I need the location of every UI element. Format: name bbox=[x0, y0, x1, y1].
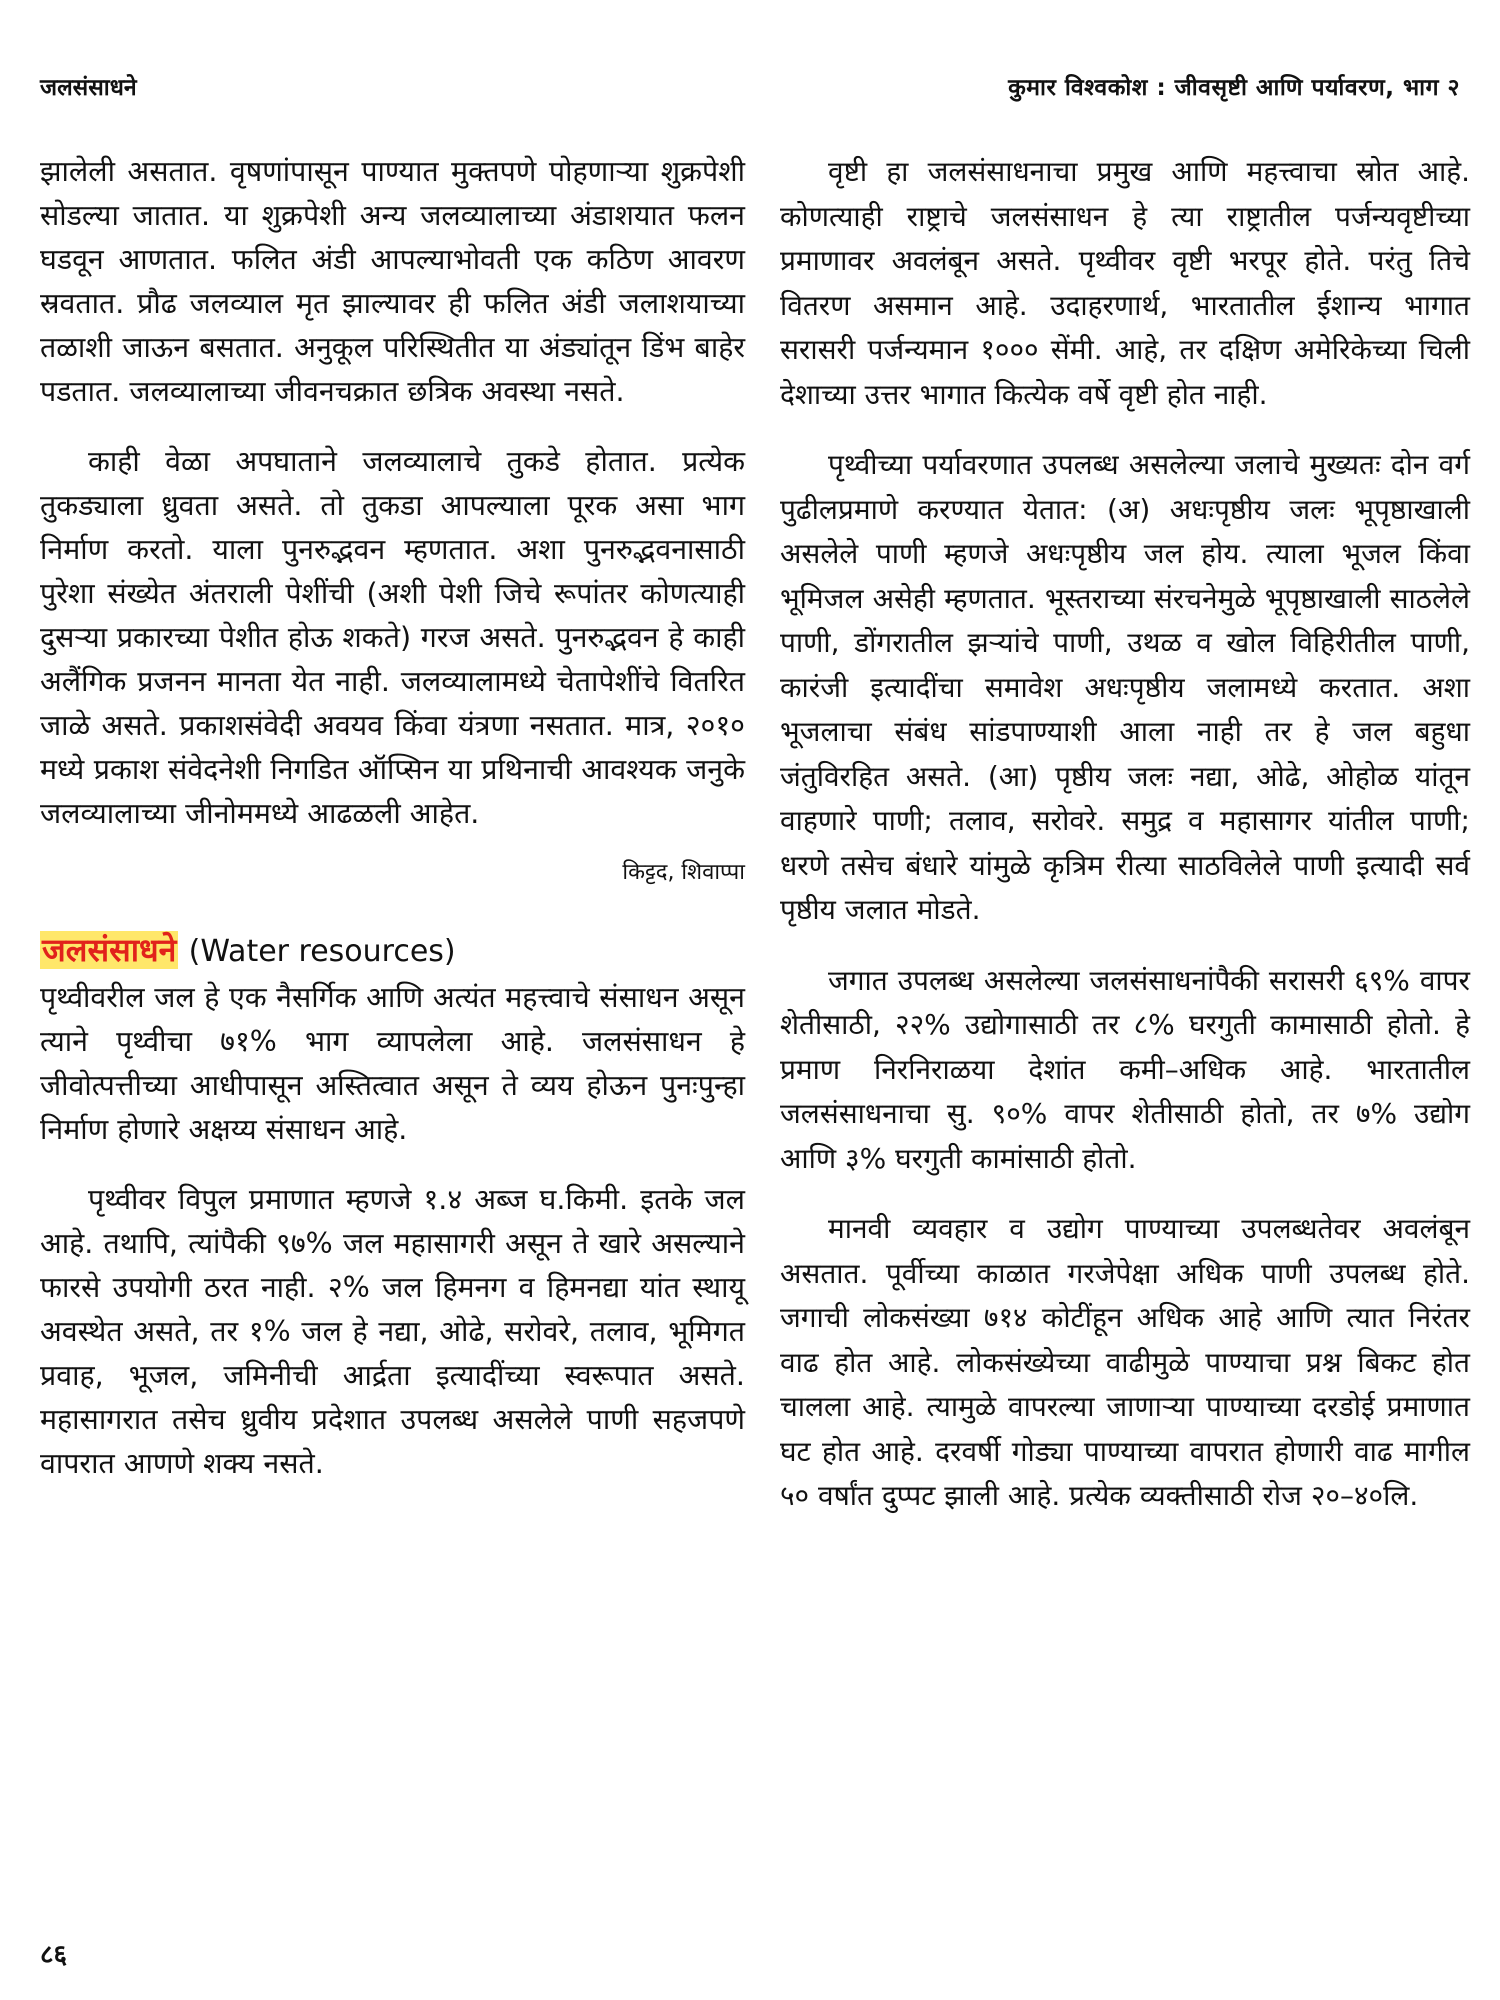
paragraph-water-classes: पृथ्वीच्या पर्यावरणात उपलब्ध असलेल्या जलाचे मुख्यतः दोन वर्ग पुढीलप्रमाणे करण्यात येतात: (अ) अधःपृष्ठीय जलः भूपृष्ठाखाली असलेले पाणी म्हणजे अधःपृष्ठीय जल होय. त्याला भूजल किंवा भूमिजल असेही म्हणतात. भूस्तराच्या संरचनेमुळे भूपृष्ठाखाली साठलेले पाणी, डोंगरातील झऱ्यांचे पाणी, उथळ व खोल विहिरीतील पाणी, कारंजी इत्यादींचा समावेश अधःपृष्ठीय जलामध्ये करतात. अशा भूजलाचा संबंध सांडपाण्याशी आला नाही तर हे जल बहुधा जंतुविरहित असते. (आ) पृष्ठीय जलः नद्या, ओढे, ओहोळ यांतून वाहणारे पाणी; तलाव, सरोवरे. समुद्र व महासागर यांतील पाणी; धरणे तसेच बंधारे यांमुळे कृत्रिम रीत्या साठविलेले पाणी इत्यादी सर्व पृष्ठीय जलात मोडते. bbox=[780, 448, 1470, 926]
paragraph-regeneration: काही वेळा अपघाताने जलव्यालाचे तुकडे होतात. प्रत्येक तुकड्याला ध्रुवता असते. तो तुकडा आपल्याला पूरक असा भाग निर्माण करतो. याला पुनरुद्भवन म्हणतात. अशा पुनरुद्भवनासाठी पुरेशा संख्येत अंतराली पेशींची (अशी पेशी जिचे रूपांतर कोणत्याही दुसऱ्या प्रकारच्या पेशीत होऊ शकते) गरज असते. पुनरुद्भवन हे काही अलैंगिक प्रजनन मानता येत नाही. जलव्यालामध्ये चेतापेशींचे वितरित जाळे असते. प्रकाशसंवेदी अवयव किंवा यंत्रणा नसतात. मात्र, २०१० मध्ये प्रकाश संवेदनेशी निगडित ऑप्सिन या प्रथिनाची आवश्यक जनुके जलव्यालाच्या जीनोममध्ये आढळली आहेत. bbox=[40, 445, 745, 830]
paragraph-intro: पृथ्वीवरील जल हे एक नैसर्गिक आणि अत्यंत महत्त्वाचे संसाधन असून त्याने पृथ्वीचा ७१% भाग व्यापलेला आहे. जलसंसाधन हे जीवोत्पत्तीच्या आधीपासून अस्तित्वात असून ते व्यय होऊन पुनःपुन्हा निर्माण होणारे अक्षय्य संसाधन आहे. bbox=[40, 981, 745, 1146]
author-credit: किट्टद, शिवाप्पा bbox=[622, 860, 745, 885]
entry-english-title: (Water resources) bbox=[188, 934, 456, 969]
page-number: ८६ bbox=[40, 1940, 68, 1970]
entry-heading bbox=[40, 930, 745, 972]
header-section-title: जलसंसाधने bbox=[40, 75, 137, 101]
paragraph-demand: मानवी व्यवहार व उद्योग पाण्याच्या उपलब्धतेवर अवलंबून असतात. पूर्वीच्या काळात गरजेपेक्षा अधिक पाणी उपलब्ध होते. जगाची लोकसंख्या ७१४ कोटींहून अधिक आहे आणि त्यात निरंतर वाढ होत आहे. लोकसंख्येच्या वाढीमुळे पाण्याचा प्रश्न बिकट होत चालला आहे. त्यामुळे वापरल्या जाणाऱ्या पाण्याच्या दरडोई प्रमाणात घट होत आहे. दरवर्षी गोड्या पाण्याच्या वापरात होणारी वाढ मागील ५० वर्षांत दुप्पट झाली आहे. प्रत्येक व्यक्तीसाठी रोज २०–४०लि. bbox=[780, 1212, 1470, 1512]
paragraph-usage: जगात उपलब्ध असलेल्या जलसंसाधनांपैकी सरासरी ६९% वापर शेतीसाठी, २२% उद्योगासाठी तर ८% घरगुती कामासाठी होतो. हे प्रमाण निरनिराळया देशांत कमी–अधिक आहे. भारतातील जलसंसाधनाचा सु. ९०% वापर शेतीसाठी होतो, तर ७% उद्योग आणि ३% घरगुती कामांसाठी होतो. bbox=[780, 963, 1470, 1175]
right-column bbox=[780, 150, 1470, 1545]
header-book-title: कुमार विश्वकोश : जीवसृष्टी आणि पर्यावरण, भाग २ bbox=[1008, 75, 1460, 101]
running-header bbox=[40, 70, 1460, 110]
paragraph-distribution: पृथ्वीवर विपुल प्रमाणात म्हणजे १.४ अब्ज घ.किमी. इतके जल आहे. तथापि, त्यांपैकी ९७% जल महासागरी असून ते खारे असल्याने फारसे उपयोगी ठरत नाही. २% जल हिमनग व हिमनद्या यांत स्थायू अवस्थेत असते, तर १% जल हे नद्या, ओढे, सरोवरे, तलाव, भूमिगत प्रवाह, भूजल, जमिनीची आर्द्रता इत्यादींच्या स्वरूपात असते. महासागरात तसेच ध्रुवीय प्रदेशात उपलब्ध असलेले पाणी सहजपणे वापरात आणणे शक्य नसते. bbox=[40, 1183, 745, 1480]
paragraph-continuation: झालेली असतात. वृषणांपासून पाण्यात मुक्तपणे पोहणाऱ्या शुक्रपेशी सोडल्या जातात. या शुक्रपेशी अन्य जलव्यालाच्या अंडाशयात फलन घडवून आणतात. फलित अंडी आपल्याभोवती एक कठिण आवरण स्रवतात. प्रौढ जलव्याल मृत झाल्यावर ही फलित अंडी जलाशयाच्या तळाशी जाऊन बसतात. अनुकूल परिस्थितीत या अंड्यांतून डिंभ बाहेर पडतात. जलव्यालाच्या जीवनचक्रात छत्रिक अवस्था नसते. bbox=[40, 155, 745, 408]
paragraph-rainfall: वृष्टी हा जलसंसाधनाचा प्रमुख आणि महत्त्वाचा स्रोत आहे. कोणत्याही राष्ट्राचे जलसंसाधन हे त्या राष्ट्रातील पर्जन्यवृष्टीच्या प्रमाणावर अवलंबून असते. पृथ्वीवर वृष्टी भरपूर होते. परंतु तिचे वितरण असमान आहे. उदाहरणार्थ, भारतातील ईशान्य भागात सरासरी पर्जन्यमान १००० सेंमी. आहे, तर दक्षिण अमेरिकेच्या चिली देशाच्या उत्तर भागात कित्येक वर्षे वृष्टी होत नाही. bbox=[780, 155, 1470, 411]
entry-title: जलसंसाधने bbox=[42, 931, 177, 969]
left-column bbox=[40, 150, 745, 1512]
